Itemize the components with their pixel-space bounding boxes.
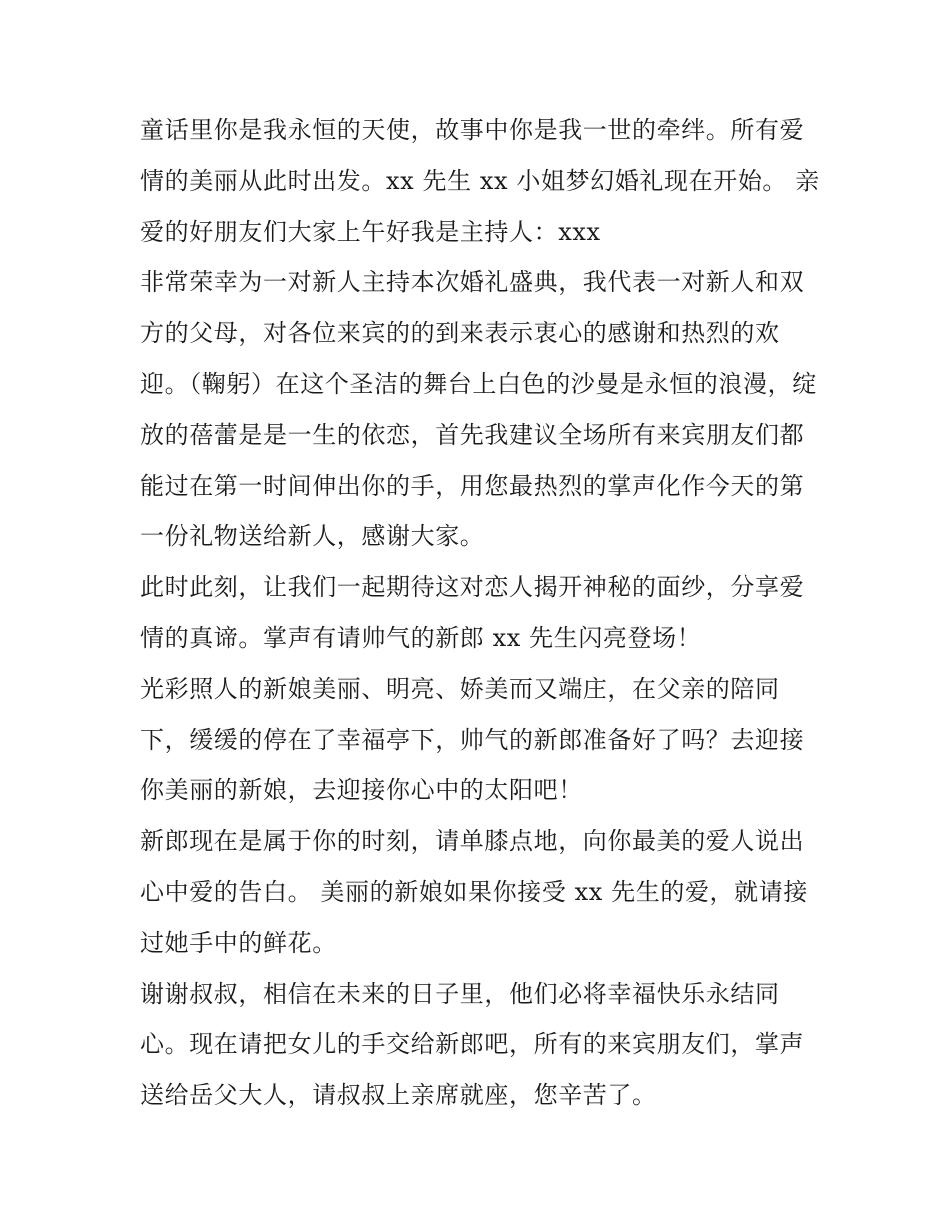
paragraph-proposal: 新郎现在是属于你的时刻，请单膝点地，向你最美的爱人说出心中爱的告白。 美丽的新娘如果你接受 xx 先生的爱，就请接过她手中的鲜花。 bbox=[140, 827, 808, 957]
paragraph-welcome: 非常荣幸为一对新人主持本次婚礼盛典，我代表一对新人和双方的父母，对各位来宾的的到来表示衷心的感谢和热烈的欢迎。（鞠躬）在这个圣洁的舞台上白色的沙曼是永恒的浪漫，绽放的蓓蕾是是一生的依恋，首先我建议全场所有来宾朋友们都能过在第一时间伸出你的手，用您最热烈的掌声化作今天的第一份礼物送给新人，感谢大家。 bbox=[140, 268, 817, 551]
document-body bbox=[140, 105, 820, 1121]
paragraph-bride-entrance: 光彩照人的新娘美丽、明亮、娇美而又端庄，在父亲的陪同下，缓缓的停在了幸福亭下，帅气的新郎准备好了吗？去迎接你美丽的新娘，去迎接你心中的太阳吧！ bbox=[140, 674, 805, 805]
paragraph-groom-entrance: 此时此刻，让我们一起期待这对恋人揭开神秘的面纱，分享爱情的真谛。掌声有请帅气的新郎 xx 先生闪亮登场！ bbox=[140, 573, 805, 652]
paragraph-handover: 谢谢叔叔，相信在未来的日子里，他们必将幸福快乐永结同心。现在请把女儿的手交给新郎吧，所有的来宾朋友们，掌声送给岳父大人，请叔叔上亲席就座，您辛苦了。 bbox=[140, 979, 805, 1110]
paragraph-opening: 童话里你是我永恒的天使，故事中你是我一世的牵绊。所有爱情的美丽从此时出发。xx 先生 xx 小姐梦幻婚礼现在开始。 亲爱的好朋友们大家上午好我是主持人：xxx bbox=[140, 116, 820, 246]
